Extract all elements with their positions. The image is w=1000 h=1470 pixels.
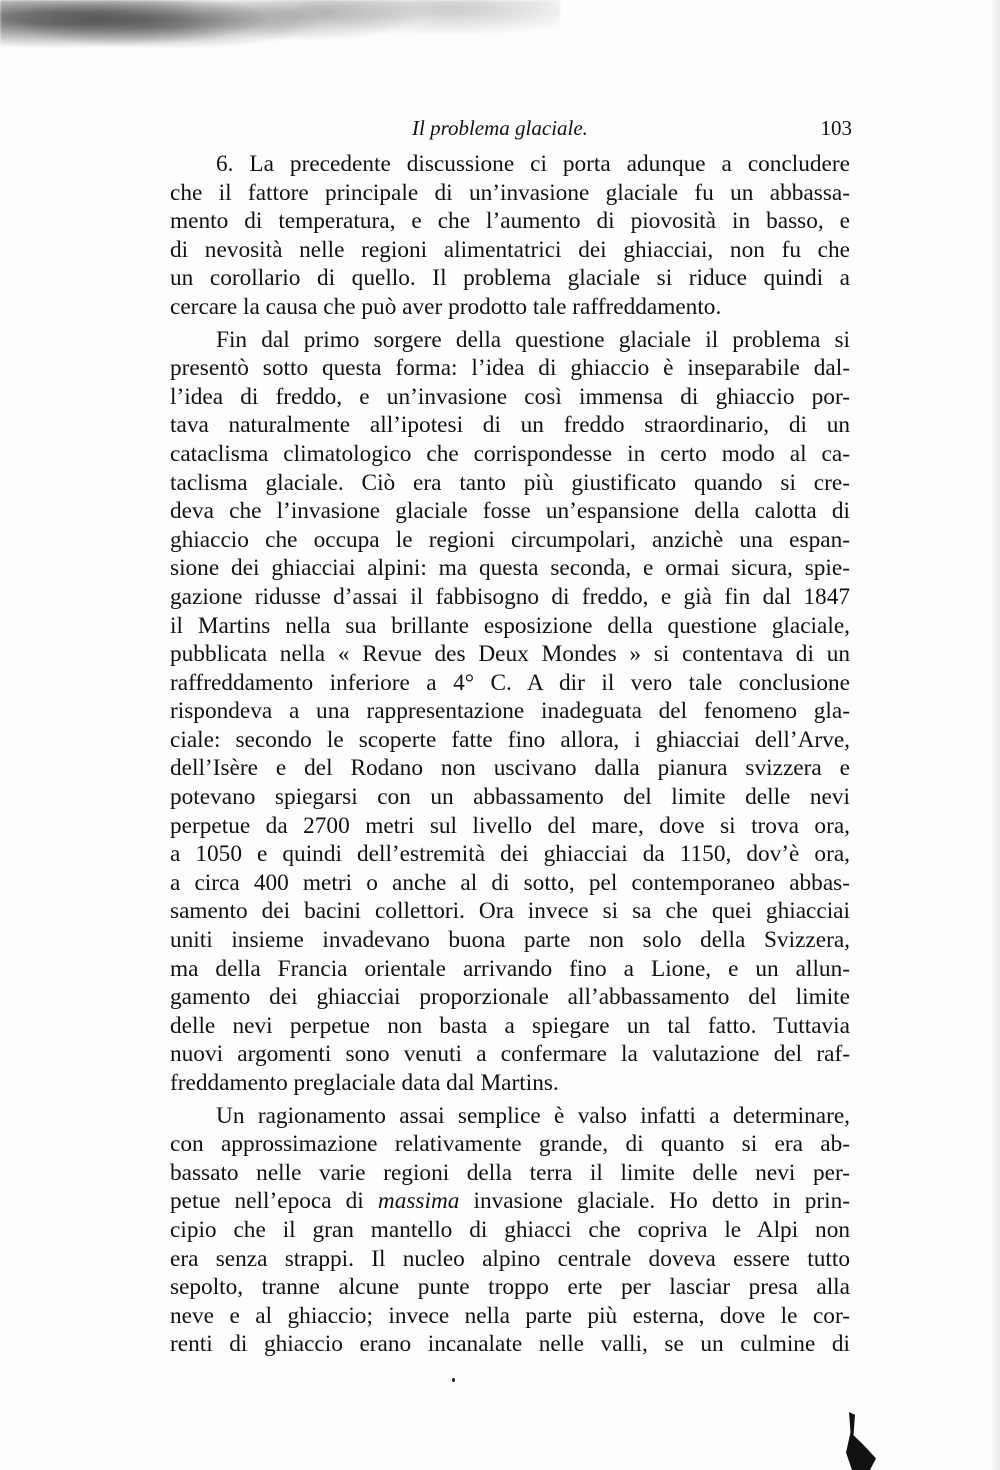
- ink-speck: [452, 1378, 455, 1382]
- text-line: con approssimazione relativamente grande, di quanto si era ab-: [170, 1131, 850, 1158]
- text-line: un corollario di quello. Il problema glaciale si riduce quindi a: [170, 265, 850, 292]
- text-line: potevano spiegarsi con un abbassamento del limite delle nevi: [170, 784, 850, 811]
- text-line: ma della Francia orientale arrivando fino a Lione, e un allun-: [170, 955, 850, 982]
- text-line: gazione ridusse d’assai il fabbisogno di freddo, e già fin dal 1847: [170, 583, 850, 610]
- text-line: pubblicata nella « Revue des Deux Mondes » si contentava di un: [170, 641, 850, 668]
- text-line: perpetue da 2700 metri sul livello del mare, dove si trova ora,: [170, 812, 850, 839]
- text-line: il Martins nella sua brillante esposizione della questione glaciale,: [170, 612, 850, 639]
- text-line: che il fattore principale di un’invasione glaciale fu un abbassa-: [170, 179, 850, 206]
- text-line: di nevosità nelle regioni alimentatrici dei ghiacciai, non fu che: [170, 236, 850, 263]
- text-line: nuovi argomenti sono venuti a confermare la valutazione del raf-: [170, 1041, 850, 1068]
- text-line: samento dei bacini collettori. Ora invece si sa che quei ghiacciai: [170, 898, 850, 925]
- text-line: uniti insieme invadevano buona parte non solo della Svizzera,: [170, 927, 850, 954]
- text-line: sepolto, tranne alcune punte troppo erte per lasciar presa alla: [170, 1274, 850, 1301]
- page-edge-shadow: [990, 0, 1000, 1470]
- text-line: 6. La precedente discussione ci porta adunque a concludere: [216, 151, 850, 177]
- paragraph-2: [170, 326, 850, 1098]
- text-line: delle nevi perpetue non basta a spiegare un tal fatto. Tuttavia: [170, 1012, 850, 1039]
- text-line: neve e al ghiaccio; invece nella parte più esterna, dove le cor-: [170, 1302, 850, 1329]
- text-line: l’idea di freddo, e un’invasione così immensa di ghiaccio por-: [170, 383, 850, 410]
- text-line: a 1050 e quindi dell’estremità dei ghiacciai da 1150, dov’è ora,: [170, 841, 850, 868]
- text-line: renti di ghiaccio erano incanalate nelle valli, se un culmine di: [170, 1331, 850, 1358]
- running-title: Il problema glaciale.: [412, 116, 588, 140]
- text-line: taclisma glaciale. Ciò era tanto più giustificato quando si cre-: [170, 469, 850, 496]
- text-line: raffreddamento inferiore a 4° C. A dir il vero tale conclusione: [170, 669, 850, 696]
- text-line: rispondeva a una rappresentazione inadeguata del fenomeno gla-: [170, 698, 850, 725]
- text-line: cipio che il gran mantello di ghiacci che copriva le Alpi non: [170, 1216, 850, 1243]
- text-line: tava naturalmente all’ipotesi di un freddo straordinario, di un: [170, 412, 850, 439]
- text-line: sione dei ghiacciai alpini: ma questa seconda, e ormai sicura, spie-: [170, 555, 850, 582]
- text-line: deva che l’invasione glaciale fosse un’espansione della calotta di: [170, 498, 850, 525]
- text-line: bassato nelle varie regioni della terra il limite delle nevi per-: [170, 1159, 850, 1186]
- paragraph-1: [170, 150, 850, 322]
- ink-blot: [846, 1412, 876, 1470]
- text-line: presentò sotto questa forma: l’idea di ghiaccio è inseparabile dal-: [170, 355, 850, 382]
- text-line: Fin dal primo sorgere della questione glaciale il problema si: [216, 326, 850, 353]
- page-number: 103: [820, 116, 852, 140]
- paragraph-3: [170, 1102, 850, 1359]
- text-line: freddamento preglaciale data dal Martins.: [170, 1070, 559, 1096]
- text-line: ciale: secondo le scoperte fatte fino allora, i ghiacciai dell’Arve,: [170, 726, 850, 753]
- text-line: era senza strappi. Il nucleo alpino centrale doveva essere tutto: [170, 1245, 850, 1272]
- text-line: dell’Isère e del Rodano non uscivano dalla pianura svizzera e: [170, 755, 850, 782]
- text-line: cataclisma climatologico che corrispondesse in certo modo al ca-: [170, 440, 850, 467]
- text-line: petue nell’epoca di massima invasione glaciale. Ho detto in prin-: [170, 1188, 850, 1215]
- scan-noise-smudge: [0, 0, 560, 90]
- body-text: [170, 150, 850, 1363]
- page-header: [412, 116, 852, 146]
- text-line: gamento dei ghiacciai proporzionale all’abbassamento del limite: [170, 984, 850, 1011]
- text-line: Un ragionamento assai semplice è valso infatti a determinare,: [216, 1102, 850, 1129]
- text-line: mento di temperatura, e che l’aumento di piovosità in basso, e: [170, 208, 850, 235]
- text-line: a circa 400 metri o anche al di sotto, pel contemporaneo abbas-: [170, 869, 850, 896]
- text-line: cercare la causa che può aver prodotto tale raffreddamento.: [170, 293, 722, 320]
- emphasis-massima: massima: [377, 1188, 460, 1215]
- text-line: ghiaccio che occupa le regioni circumpolari, anzichè una espan-: [170, 526, 850, 553]
